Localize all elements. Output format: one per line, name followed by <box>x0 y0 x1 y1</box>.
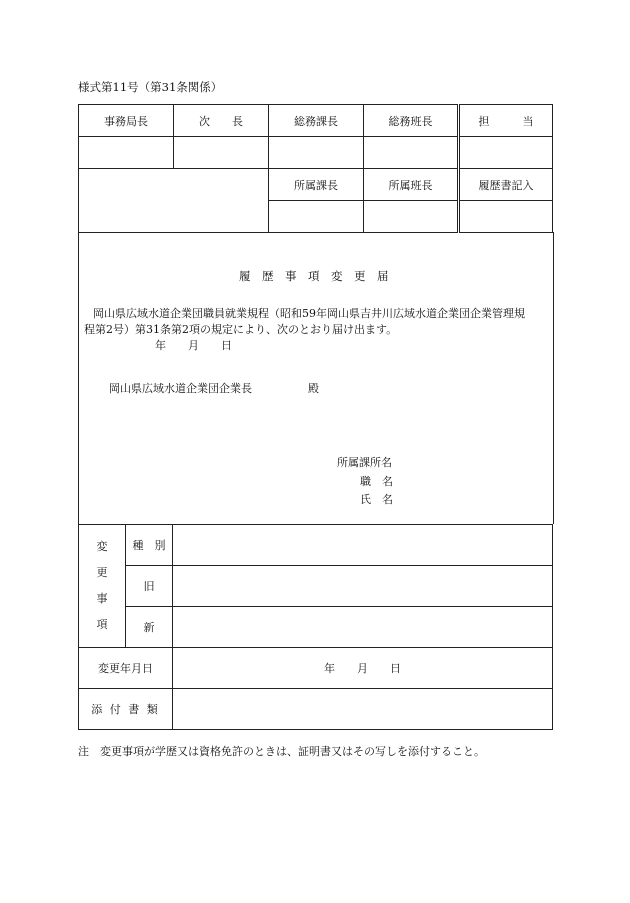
submission-date[interactable]: 年 月 日 <box>155 339 232 352</box>
approval-stamp-cell[interactable] <box>459 201 553 233</box>
approval-stamp-cell[interactable] <box>459 137 553 169</box>
attachments-field[interactable] <box>173 689 553 730</box>
approval-header-chief: 事務局長 <box>79 105 174 137</box>
change-type-label: 種 別 <box>126 525 173 566</box>
addressee: 岡山県広域水道企業団企業長 <box>109 382 252 395</box>
change-items-table <box>78 524 553 730</box>
approval-stamp-cell[interactable] <box>174 137 269 169</box>
position-label: 職 名 <box>360 475 393 488</box>
old-value-field[interactable] <box>173 566 553 607</box>
approval-stamp-cell[interactable] <box>364 201 459 233</box>
change-date-label: 変更年月日 <box>79 648 173 689</box>
approval-header-staff: 担 当 <box>459 105 553 137</box>
approval-header-dept-manager: 所属課長 <box>269 169 364 201</box>
new-value-label: 新 <box>126 607 173 648</box>
change-date-field[interactable]: 年 月 日 <box>173 648 553 689</box>
approval-stamp-cell[interactable] <box>79 137 174 169</box>
approval-blank-area <box>79 169 269 233</box>
attachments-label: 添 付 書 類 <box>79 689 173 730</box>
approval-stamp-cell[interactable] <box>364 137 459 169</box>
body-paragraph-line1: 岡山県広域水道企業団職員就業規程（昭和59年岡山県吉井川広域水道企業団企業管理規 <box>93 307 525 320</box>
approval-header-dept-leader: 所属班長 <box>364 169 459 201</box>
approval-header-general-affairs-manager: 総務課長 <box>269 105 364 137</box>
department-label: 所属課所名 <box>337 456 392 469</box>
footer-note: 注 変更事項が学歴又は資格免許のときは、証明書又はその写しを添付すること。 <box>78 745 485 758</box>
document-title: 履 歴 事 項 変 更 届 <box>239 269 389 283</box>
approval-grid <box>78 104 553 233</box>
approval-stamp-cell[interactable] <box>269 201 364 233</box>
form-number: 様式第11号（第31条関係） <box>78 80 223 94</box>
change-items-side-label: 変 更 事 項 <box>79 525 126 648</box>
approval-header-resume-entry: 履歴書記入 <box>459 169 553 201</box>
honorific: 殿 <box>308 382 319 395</box>
name-label: 氏 名 <box>360 493 393 506</box>
new-value-field[interactable] <box>173 607 553 648</box>
notification-body <box>78 232 554 524</box>
old-value-label: 旧 <box>126 566 173 607</box>
body-paragraph-line2: 程第2号）第31条第2項の規定により、次のとおり届け出ます。 <box>84 323 398 336</box>
approval-header-deputy: 次 長 <box>174 105 269 137</box>
approval-stamp-cell[interactable] <box>269 137 364 169</box>
approval-header-general-affairs-leader: 総務班長 <box>364 105 459 137</box>
change-type-field[interactable] <box>173 525 553 566</box>
